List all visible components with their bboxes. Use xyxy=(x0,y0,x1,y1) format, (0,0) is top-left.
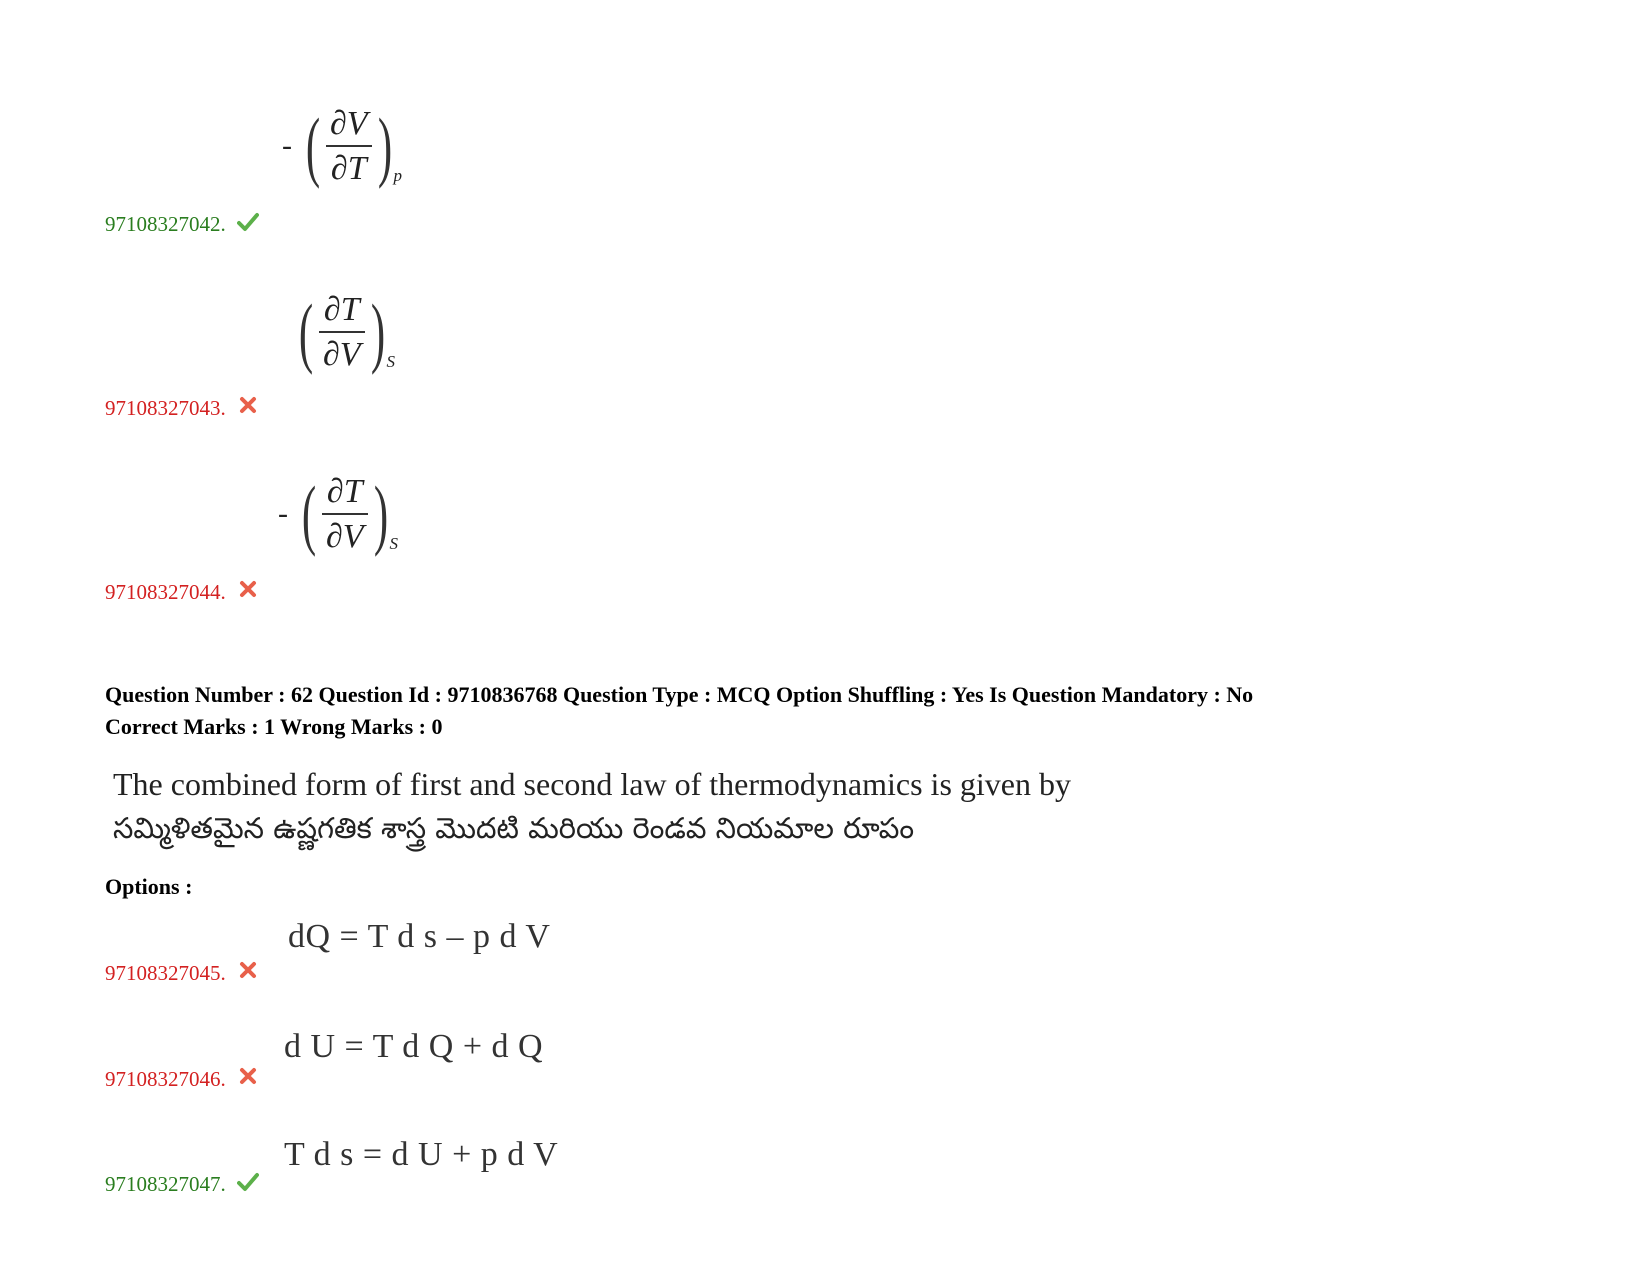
question-text-telugu: సమ్మిళితమైన ఉష్ణగతిక శాస్త్ర మొదటి మరియు రెండవ నియమాల రూపం xyxy=(113,811,915,845)
fraction xyxy=(319,290,365,374)
question-text-english: The combined form of first and second law of thermodynamics is given by xyxy=(113,766,1071,802)
question-meta xyxy=(105,679,1605,743)
option-equation: d U = T d Q + d Q xyxy=(284,1028,544,1065)
right-paren: ) xyxy=(377,102,392,190)
check-icon xyxy=(237,1172,259,1192)
denominator: ∂T xyxy=(330,150,367,188)
check-icon xyxy=(237,212,259,232)
option-id xyxy=(105,961,259,986)
fraction-bar xyxy=(319,331,365,333)
numerator: ∂T xyxy=(323,291,360,328)
cross-icon xyxy=(237,580,259,600)
denominator: ∂V xyxy=(322,336,361,374)
option-formula-1 xyxy=(282,104,402,188)
subscript: p xyxy=(393,166,403,186)
cross-icon xyxy=(237,961,259,981)
left-paren: ( xyxy=(298,288,314,376)
option-id xyxy=(105,1172,259,1197)
left-paren: ( xyxy=(301,470,317,558)
subscript: S xyxy=(389,534,399,554)
numerator: ∂T xyxy=(326,473,363,510)
right-paren: ) xyxy=(370,288,385,376)
cross-icon xyxy=(237,396,259,416)
option-formula-3 xyxy=(278,472,398,556)
option-id-text: 97108327046. xyxy=(105,1067,226,1091)
option-id-text: 97108327045. xyxy=(105,961,226,985)
fraction xyxy=(326,104,372,188)
question-text xyxy=(113,762,1413,850)
option-id xyxy=(105,1067,259,1092)
denominator: ∂V xyxy=(325,518,364,556)
option-id-text: 97108327042. xyxy=(105,212,226,236)
option-id-text: 97108327047. xyxy=(105,1172,226,1196)
numerator: ∂V xyxy=(329,105,368,142)
options-label: Options : xyxy=(105,874,193,899)
minus-sign: - xyxy=(282,129,292,163)
subscript: S xyxy=(386,352,396,372)
option-id-text: 97108327044. xyxy=(105,580,226,604)
option-equation: T d s = d U + p d V xyxy=(284,1136,559,1173)
right-paren: ) xyxy=(373,470,388,558)
cross-icon xyxy=(237,1067,259,1087)
option-id xyxy=(105,396,259,421)
minus-sign: - xyxy=(278,497,288,531)
fraction xyxy=(322,472,368,556)
option-id-text: 97108327043. xyxy=(105,396,226,420)
option-id xyxy=(105,580,259,605)
question-meta-line1: Question Number : 62 Question Id : 9710836768 Question Type : MCQ Option Shuffling : Yes Is Question Mandatory : No xyxy=(105,682,1254,707)
option-id xyxy=(105,212,259,237)
option-formula-2 xyxy=(293,290,395,374)
fraction-bar xyxy=(326,145,372,147)
left-paren: ( xyxy=(305,102,321,190)
question-marks: Correct Marks : 1 Wrong Marks : 0 xyxy=(105,714,443,739)
fraction-bar xyxy=(322,513,368,515)
option-equation: dQ = T d s – p d V xyxy=(288,918,551,955)
